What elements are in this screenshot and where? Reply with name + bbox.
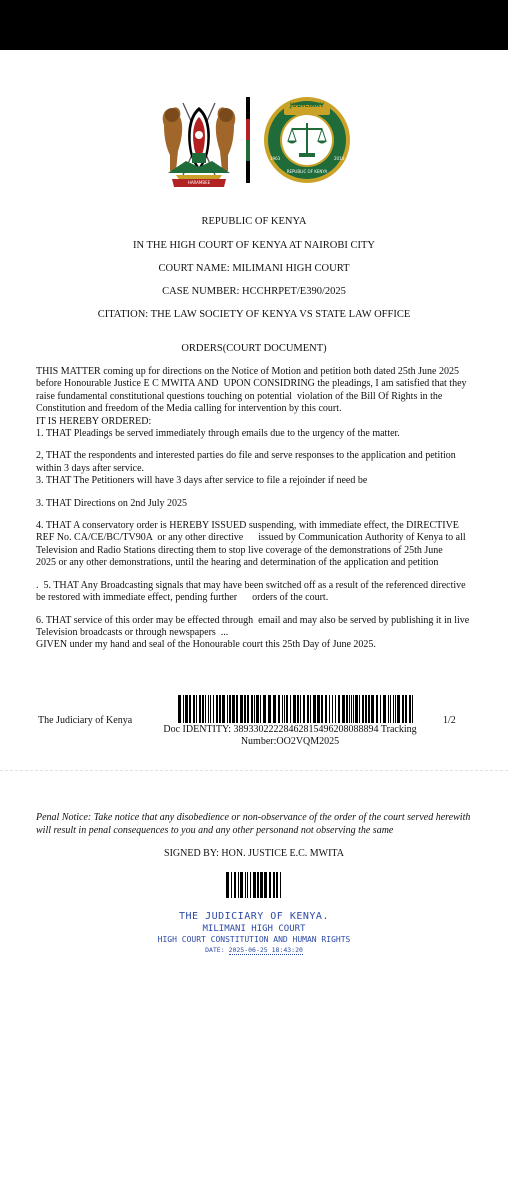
case-number: CASE NUMBER: HCCHRPET/E390/2025 — [162, 286, 346, 297]
barcode-bar — [244, 695, 246, 723]
court-heading: IN THE HIGH COURT OF KENYA AT NAIROBI CITY — [132, 240, 376, 251]
barcode-bar — [405, 695, 407, 723]
barcode-bar — [280, 872, 281, 898]
doc-identity: Doc IDENTITY: 38933022228462815496208088894 Tracking Number:OO2VQM2025 — [163, 724, 417, 747]
barcode-bar — [213, 695, 214, 723]
stamp-date-label: DATE: — [205, 946, 225, 954]
barcode-bar — [365, 695, 367, 723]
barcode-bar — [368, 695, 370, 723]
barcode-bar — [351, 695, 352, 723]
barcode-bar — [253, 872, 256, 898]
barcode-bar — [199, 695, 201, 723]
barcode-bar — [332, 695, 333, 723]
barcode-bar — [208, 695, 209, 723]
barcode-bar — [247, 872, 248, 898]
barcode-bar — [284, 695, 285, 723]
barcode-bar — [210, 695, 211, 723]
barcode-bar — [229, 695, 231, 723]
page-number: 1/2 — [443, 715, 456, 726]
barcode-bar — [412, 695, 413, 723]
barcode-bar — [273, 872, 275, 898]
barcode-bar — [395, 695, 396, 723]
barcode-bar — [264, 872, 267, 898]
barcode-bar — [268, 695, 271, 723]
order-5: . 5. THAT Any Broadcasting signals that may have been switched off as a result of the referenced directive be restored with immediate effect, pending further orders of the court. — [36, 579, 469, 604]
barcode-bar — [329, 695, 330, 723]
barcode-bar — [359, 695, 360, 723]
barcode-bar — [240, 872, 243, 898]
barcode-bar — [234, 872, 236, 898]
barcode-bar — [232, 695, 235, 723]
signature-barcode — [226, 872, 282, 898]
ordered-heading: IT IS HEREBY ORDERED: — [36, 415, 152, 427]
signed-by: SIGNED BY: HON. JUSTICE E.C. MWITA — [164, 848, 344, 859]
barcode-bar — [189, 695, 191, 723]
order-3a: 3. THAT The Petitioners will have 3 days after service to file a rejoinder if need be — [36, 475, 368, 487]
stamp-line-division: HIGH COURT CONSTITUTION AND HUMAN RIGHTS — [157, 935, 351, 944]
barcode-bar — [263, 695, 266, 723]
barcode-bar — [321, 695, 323, 723]
barcode-bar — [205, 695, 206, 723]
top-black-bar — [0, 0, 508, 50]
barcode-bar — [300, 695, 301, 723]
stamp-date-value: 2025-06-25 18:43:20 — [228, 946, 303, 954]
barcode-bar — [346, 695, 348, 723]
barcode-bar — [290, 695, 291, 723]
logo-divider — [246, 97, 250, 183]
barcode-bar — [293, 695, 296, 723]
barcode-bar — [269, 872, 271, 898]
barcode-bar — [349, 695, 350, 723]
barcode-bar — [371, 695, 374, 723]
seal-bottom-text: REPUBLIC OF KENYA — [286, 169, 328, 174]
barcode-bar — [185, 695, 188, 723]
barcode-bar — [397, 695, 400, 723]
header-logos — [0, 95, 508, 190]
intro-paragraph: THIS MATTER coming up for directions on the Notice of Motion and petition both dated 25th June 2025 before Honourable Justice E C MWITA AND UPON CONSIDRING the pleadings, I am satisfied that they raise fundamental constitutional questions touching on potential violation of the Bill Of Rights in the Constitution and freedom of the Media calling for intervention by this court. — [36, 366, 470, 415]
barcode-bar — [353, 695, 354, 723]
barcode-bar — [257, 872, 259, 898]
republic-heading: REPUBLIC OF KENYA — [201, 216, 307, 227]
coat-motto-text: HARAMBEE — [187, 180, 211, 185]
barcode-bar — [303, 695, 305, 723]
barcode-bar — [183, 695, 184, 723]
barcode-bar — [219, 695, 221, 723]
barcode-bar — [251, 695, 253, 723]
barcode-bar — [335, 695, 336, 723]
barcode-bar — [202, 695, 204, 723]
barcode-bar — [226, 872, 229, 898]
barcode-bar — [362, 695, 364, 723]
barcode-bar — [383, 695, 386, 723]
given-under-seal: GIVEN under my hand and seal of the Honourable court this 25th Day of June 2025. — [36, 639, 376, 651]
barcode-bar — [286, 695, 288, 723]
barcode-bar — [216, 695, 218, 723]
seal-year-left: 1963 — [270, 156, 281, 161]
barcode-bar — [254, 695, 255, 723]
barcode-bar — [260, 872, 263, 898]
footer-issuer: The Judiciary of Kenya — [38, 715, 133, 726]
barcode-bar — [222, 695, 225, 723]
barcode-bar — [380, 695, 381, 723]
order-1: 1. THAT Pleadings be served immediately through emails due to the urgency of the matter. — [36, 428, 400, 440]
order-6: 6. THAT service of this order may be effected through email and may also be served by publishing it in live Television broadcasts or through newspapers ... — [36, 614, 472, 638]
order-2: 2, THAT the respondents and interested parties do file and serve responses to the application and petition within 3 days after service. — [36, 450, 459, 474]
court-name: COURT NAME: MILIMANI HIGH COURT — [158, 263, 350, 274]
barcode-bar — [355, 695, 358, 723]
barcode-bar — [388, 695, 389, 723]
stamp-line-court: MILIMANI HIGH COURT — [202, 924, 306, 934]
citation: CITATION: THE LAW SOCIETY OF KENYA VS STATE LAW OFFICE — [97, 309, 411, 320]
barcode-bar — [409, 695, 411, 723]
seal-title: JUDICIARY — [289, 102, 325, 109]
document-barcode — [178, 695, 416, 723]
barcode-bar — [250, 872, 251, 898]
barcode-bar — [276, 872, 278, 898]
barcode-bar — [325, 695, 327, 723]
barcode-bar — [390, 695, 391, 723]
order-3b: 3. THAT Directions on 2nd July 2025 — [36, 497, 188, 509]
barcode-bar — [342, 695, 345, 723]
barcode-bar — [247, 695, 249, 723]
barcode-bar — [393, 695, 394, 723]
barcode-bar — [310, 695, 311, 723]
barcode-bar — [178, 695, 181, 723]
seal-year-right: 2014 — [334, 156, 345, 161]
barcode-bar — [317, 695, 320, 723]
stamp-date — [0, 946, 508, 954]
barcode-bar — [236, 695, 238, 723]
barcode-bar — [376, 695, 378, 723]
barcode-bar — [193, 695, 195, 723]
barcode-bar — [227, 695, 228, 723]
barcode-bar — [238, 872, 239, 898]
kenya-coat-of-arms-logo — [158, 95, 240, 190]
barcode-bar — [313, 695, 316, 723]
stamp-line-judiciary: THE JUDICIARY OF KENYA. — [179, 911, 329, 922]
barcode-bar — [245, 872, 246, 898]
barcode-bar — [196, 695, 197, 723]
orders-body — [36, 366, 476, 652]
page-separator — [0, 770, 508, 771]
barcode-bar — [260, 695, 261, 723]
barcode-bar — [402, 695, 404, 723]
barcode-bar — [256, 695, 259, 723]
barcode-bar — [231, 872, 232, 898]
barcode-bar — [307, 695, 309, 723]
penal-notice: Penal Notice: Take notice that any disobedience or non-observance of the order of the court served herewith will result in penal consequences to you and any other personand not observing the same — [36, 812, 471, 836]
order-4: 4. THAT A conservatory order is HEREBY ISSUED suspending, with immediate effect, the DIRECTIVE REF No. CA/CE/BC/TV90A or any other directive issued by Communication Authority of Kenya to all Television and Radio Stations directing them to stop live coverage of the demonstrations of 25th June 2025 or any other demonstrations, until the hearing and determination of the application and petition — [36, 520, 469, 569]
barcode-bar — [297, 695, 299, 723]
barcode-bar — [240, 695, 243, 723]
barcode-bar — [278, 695, 280, 723]
document-type: ORDERS(COURT DOCUMENT) — [181, 343, 327, 354]
barcode-bar — [338, 695, 340, 723]
barcode-bar — [282, 695, 283, 723]
barcode-bar — [273, 695, 276, 723]
